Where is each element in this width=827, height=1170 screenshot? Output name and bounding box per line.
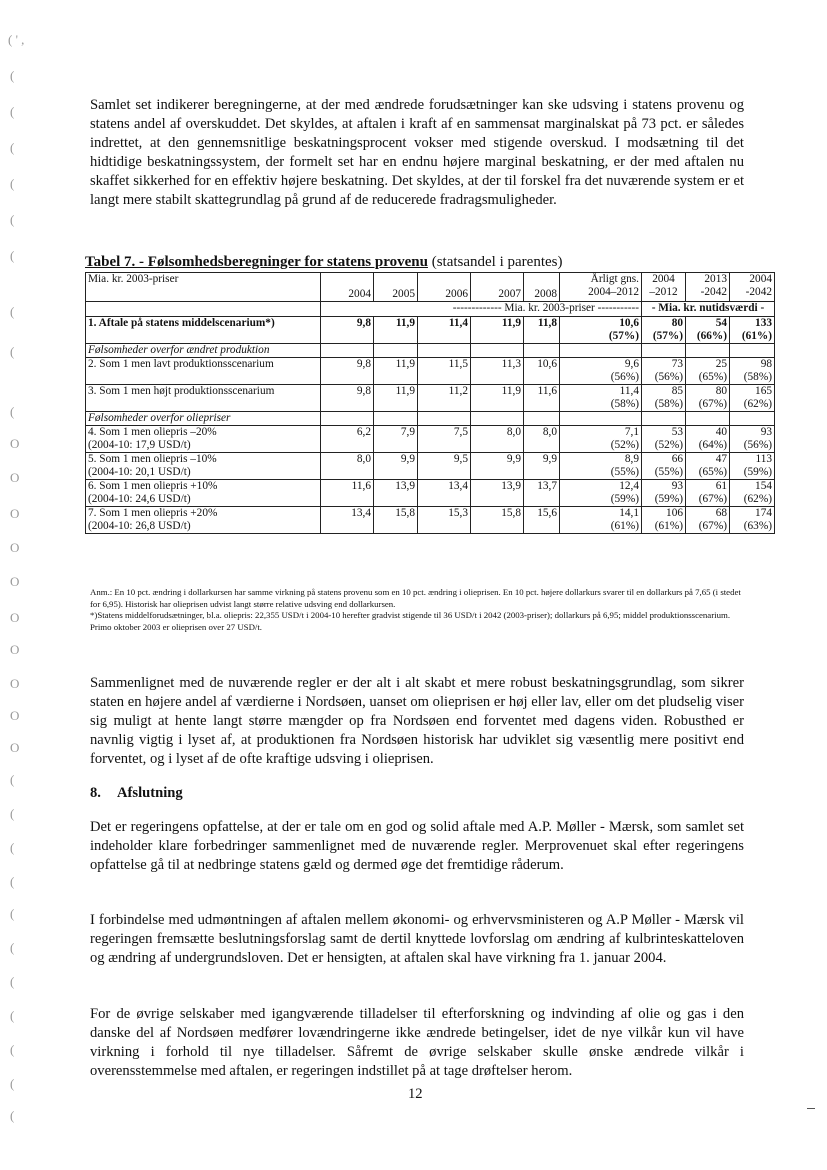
table-note-assumptions: *)Statens middelforudsætninger, bl.a. oliepris: 22,355 USD/t i 2004-10 herefter gradvist stigende til 36 USD/t i 2042 (2003-priser); dollarkurs på 6,95; middel produktionsscenarium. Primo oktober 2003 er olieprisen over 27 USD/t. — [90, 610, 731, 632]
paragraph-robustness: Sammenlignet med de nuværende regler er der alt i alt skabt et mere robust beskatningsgrundlag, som sikrer staten en højere andel af værdierne i Nordsøen, uanset om olieprisen er høj eller lav, eller om det pludselig viser sig muligt at hente langt større mængder op fra Nordsøen end forventet med dagens viden. Robusthed er navnlig vigtig i lyset af, at produktionen fra Nordsøen historisk har udviklet sig væsentlig mere positivt end forventet, og i lyset af de ofte kraftige udsving i olieprisen. — [90, 675, 744, 767]
value-2008: 13,7 — [524, 480, 560, 507]
value-2006: 11,5 — [418, 358, 471, 385]
header-2013-2042: 2013 -2042 — [686, 273, 730, 302]
value-c1: 80 (57%) — [642, 317, 686, 344]
value-2004: 6,2 — [321, 426, 374, 453]
group-label-prices: ------------- Mia. kr. 2003-priser ----------- — [321, 302, 642, 317]
row-label: 6. Som 1 men oliepris +10% (2004-10: 24,6 USD/t) — [86, 480, 321, 507]
value-2006: 7,5 — [418, 426, 471, 453]
value-2006: 13,4 — [418, 480, 471, 507]
table-row — [86, 426, 775, 453]
value-c3: 93 (56%) — [730, 426, 775, 453]
value-c3: 98 (58%) — [730, 358, 775, 385]
row-label: 4. Som 1 men oliepris –20% (2004-10: 17,9 USD/t) — [86, 426, 321, 453]
value-avg: 11,4 (58%) — [560, 385, 642, 412]
header-2006: 2006 — [418, 273, 471, 302]
section-oil-price — [86, 412, 775, 426]
value-2005: 11,9 — [374, 385, 418, 412]
value-2006: 9,5 — [418, 453, 471, 480]
table-header-row — [86, 273, 775, 302]
value-c1: 73 (56%) — [642, 358, 686, 385]
value-2004: 13,4 — [321, 507, 374, 534]
value-avg: 8,9 (55%) — [560, 453, 642, 480]
paragraph-legislation: I forbindelse med udmøntningen af aftalen mellem økonomi- og erhvervsministeren og A.P Møller - Mærsk vil regeringen fremsætte beslutningsforslag samt de dertil knyttede lovforslag om ændring af kulbrinteskatteloven og ændring af undergrundsloven. Det er hensigten, at aftalen skal have virkning fra 1. januar 2004. — [90, 912, 744, 966]
value-2006: 15,3 — [418, 507, 471, 534]
value-c3: 113 (59%) — [730, 453, 775, 480]
row-label: 2. Som 1 men lavt produktionsscenarium — [86, 358, 321, 385]
value-c1: 106 (61%) — [642, 507, 686, 534]
table-caption-note: (statsandel i parentes) — [431, 254, 563, 270]
value-c2: 47 (65%) — [686, 453, 730, 480]
table-row — [86, 453, 775, 480]
value-2007: 11,3 — [471, 358, 524, 385]
section-oil-price-label: Følsomheder overfor oliepriser — [86, 412, 321, 426]
header-2004-2042: 2004 -2042 — [730, 273, 775, 302]
value-2005: 13,9 — [374, 480, 418, 507]
value-c2: 80 (67%) — [686, 385, 730, 412]
value-2007: 11,9 — [471, 385, 524, 412]
page-number: 12 — [408, 1086, 423, 1102]
value-2004: 9,8 — [321, 317, 374, 344]
group-label-present-value: - Mia. kr. nutidsværdi - — [642, 302, 775, 317]
table-group-row — [86, 302, 775, 317]
value-c1: 66 (55%) — [642, 453, 686, 480]
value-2008: 9,9 — [524, 453, 560, 480]
value-c2: 68 (67%) — [686, 507, 730, 534]
header-2005: 2005 — [374, 273, 418, 302]
value-2007: 9,9 — [471, 453, 524, 480]
table-row — [86, 317, 775, 344]
paragraph-other-companies: For de øvrige selskaber med igangværende tilladelser til efterforskning og indvinding af olie og gas i den danske del af Nordsøen medfører lovændringerne ikke ændrede betingelser, idet de nye vilkår kun vil have virkning i forhold til nye tilladelser. Såfremt de øvrige selskaber skulle ønske ændrede vilkår i overensstemmelse med aftalen, er regeringen indstillet på at tage drøftelser herom. — [90, 1006, 744, 1079]
table-caption-title: Tabel 7. - Følsomhedsberegninger for statens provenu — [85, 254, 428, 270]
value-avg: 7,1 (52%) — [560, 426, 642, 453]
value-2004: 9,8 — [321, 358, 374, 385]
value-c2: 61 (67%) — [686, 480, 730, 507]
paragraph-sensitivity-summary: Samlet set indikerer beregningerne, at der med ændrede forudsætninger kan ske udsving i statens provenu og statens andel af overskuddet. Det skyldes, at aftalen i kraft af en sammensat marginalskat på 73 pct. er således indrettet, at den gennemsnitlige beskatningsprocent vokser med stigende overskud. I modsætning til det hidtidige beskatningssystem, der formelt set har en endnu højere marginal beskatning, er der med aftalen nu skaffet sikkerhed for en effektiv højere beskatning. Det skyldes, at der til forskel fra det nuværende system er et langt mere stabilt skattegrundlag på grund af de reducerede fradragsmuligheder. — [90, 97, 744, 208]
value-2008: 11,8 — [524, 317, 560, 344]
table-caption — [85, 254, 562, 271]
value-2005: 11,9 — [374, 317, 418, 344]
value-2008: 11,6 — [524, 385, 560, 412]
header-annual-average: Årligt gns. 2004–2012 — [560, 273, 642, 302]
section-production — [86, 344, 775, 358]
value-avg: 12,4 (59%) — [560, 480, 642, 507]
header-2004: 2004 — [321, 273, 374, 302]
value-c1: 93 (59%) — [642, 480, 686, 507]
row-label: 1. Aftale på statens middelscenarium*) — [86, 317, 321, 344]
value-2008: 15,6 — [524, 507, 560, 534]
unit-label: Mia. kr. 2003-priser — [86, 273, 321, 302]
value-2005: 7,9 — [374, 426, 418, 453]
table-note-exchange-rate: Anm.: En 10 pct. ændring i dollarkursen har samme virkning på statens provenu som en 10 pct. ændring i olieprisen. En 10 pct. højere dollarkurs svarer til en dollarkurs på 7,65 (i stedet for 6,95). Historisk har olieprisen udvist langt større relative udsving end dollarkursen. — [90, 587, 741, 609]
value-2004: 11,6 — [321, 480, 374, 507]
header-2008: 2008 — [524, 273, 560, 302]
value-2005: 15,8 — [374, 507, 418, 534]
paragraph-government-view: Det er regeringens opfattelse, at der er tale om en god og solid aftale med A.P. Møller - Mærsk, som samlet set indeholder klare forbedringer sammenlignet med de nuværende regler. Merprovenuet skal efter regeringens opfattelse gå til at nedbringe statens gæld og dermed øge det fremtidige råderum. — [90, 819, 744, 873]
section-number: 8. — [90, 785, 101, 801]
section-production-label: Følsomheder overfor ændret produktion — [86, 344, 321, 358]
table-rows-main — [86, 317, 775, 534]
value-2008: 8,0 — [524, 426, 560, 453]
value-c2: 25 (65%) — [686, 358, 730, 385]
table-row — [86, 385, 775, 412]
table-row — [86, 507, 775, 534]
value-c3: 165 (62%) — [730, 385, 775, 412]
sensitivity-table — [85, 272, 775, 534]
section-heading — [90, 785, 183, 802]
value-2008: 10,6 — [524, 358, 560, 385]
value-2005: 9,9 — [374, 453, 418, 480]
section-title: Afslutning — [117, 785, 183, 801]
header-2004-2012: 2004 –2012 — [642, 273, 686, 302]
value-c3: 154 (62%) — [730, 480, 775, 507]
value-2007: 15,8 — [471, 507, 524, 534]
value-2007: 13,9 — [471, 480, 524, 507]
row-label: 3. Som 1 men højt produktionsscenarium — [86, 385, 321, 412]
value-c1: 85 (58%) — [642, 385, 686, 412]
value-2004: 9,8 — [321, 385, 374, 412]
value-2004: 8,0 — [321, 453, 374, 480]
header-2007: 2007 — [471, 273, 524, 302]
value-c2: 40 (64%) — [686, 426, 730, 453]
value-c1: 53 (52%) — [642, 426, 686, 453]
value-avg: 10,6 (57%) — [560, 317, 642, 344]
table-row — [86, 480, 775, 507]
value-c2: 54 (66%) — [686, 317, 730, 344]
value-2006: 11,4 — [418, 317, 471, 344]
table-row — [86, 358, 775, 385]
row-label: 5. Som 1 men oliepris –10% (2004-10: 20,1 USD/t) — [86, 453, 321, 480]
value-2007: 11,9 — [471, 317, 524, 344]
value-2005: 11,9 — [374, 358, 418, 385]
value-c3: 133 (61%) — [730, 317, 775, 344]
value-2007: 8,0 — [471, 426, 524, 453]
row-label: 7. Som 1 men oliepris +20% (2004-10: 26,8 USD/t) — [86, 507, 321, 534]
value-avg: 14,1 (61%) — [560, 507, 642, 534]
margin-dash — [807, 1108, 815, 1109]
value-avg: 9,6 (56%) — [560, 358, 642, 385]
table-notes — [90, 587, 750, 633]
value-2006: 11,2 — [418, 385, 471, 412]
value-c3: 174 (63%) — [730, 507, 775, 534]
